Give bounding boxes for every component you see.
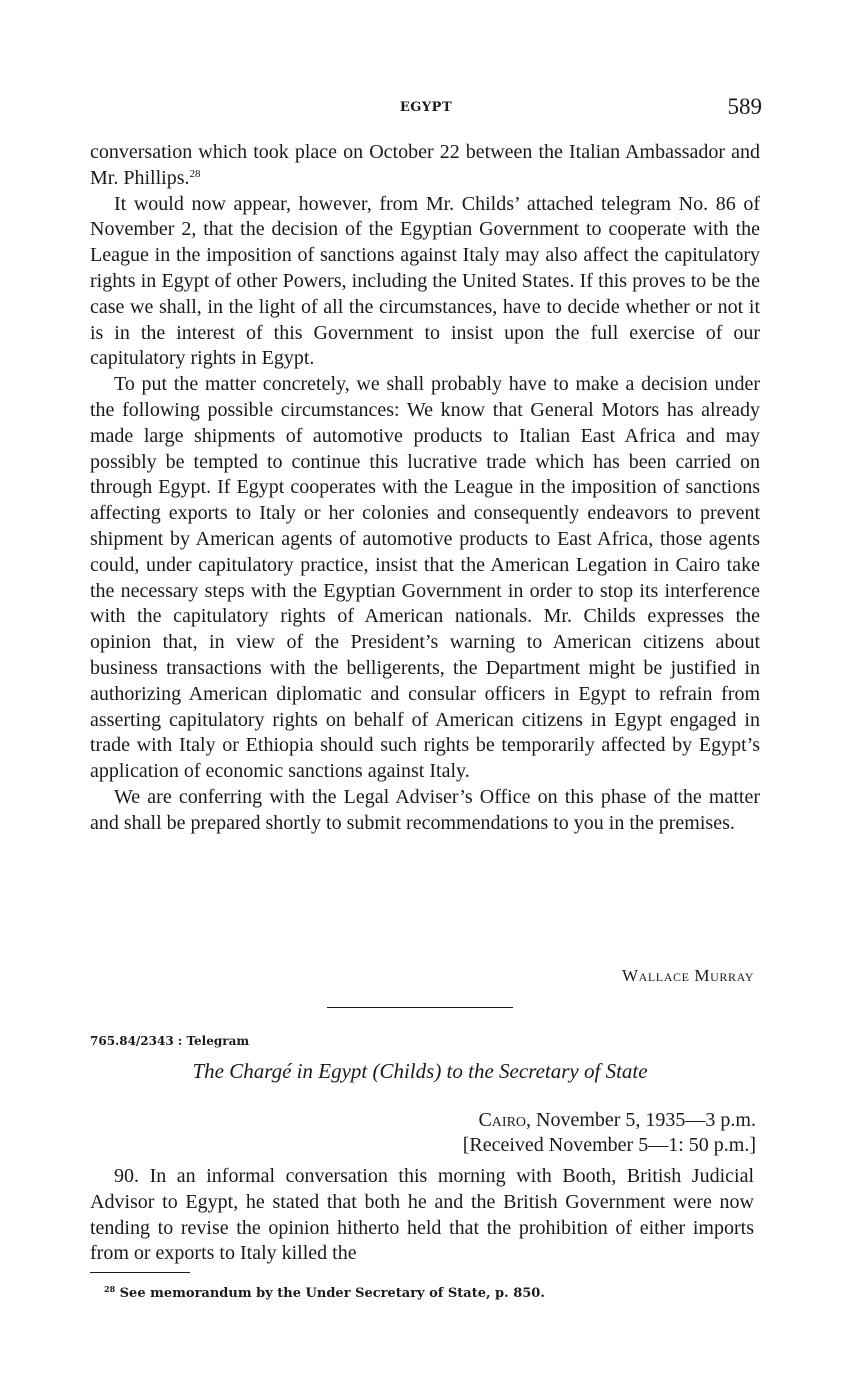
dateline-sent bbox=[463, 1108, 756, 1133]
signature: Wallace Murray bbox=[621, 966, 754, 985]
memorandum-body bbox=[90, 140, 760, 837]
footnote-reference[interactable]: 28 bbox=[189, 167, 201, 180]
file-number: 765.84/2343 : Telegram bbox=[90, 1034, 250, 1048]
section-divider bbox=[327, 1007, 513, 1008]
running-head bbox=[90, 96, 762, 124]
dateline-date: , November 5, 1935—3 p.m. bbox=[526, 1109, 756, 1131]
footnote-rule bbox=[90, 1272, 190, 1273]
dateline bbox=[463, 1108, 756, 1158]
paragraph: 90. In an informal conversation this morning with Booth, British Judicial Advisor to Egypt, he stated that both he and the British Government were now tending to revise the opinion hitherto held that the prohibition of either imports from or exports to Italy killed the bbox=[90, 1165, 754, 1265]
page-number: 589 bbox=[727, 94, 762, 119]
dateline-received: [Received November 5—1: 50 p.m.] bbox=[462, 1134, 756, 1156]
dateline-place: Cairo bbox=[478, 1109, 527, 1131]
paragraph-text: conversation which took place on October 22 between the Italian Ambassador and Mr. Phillips. bbox=[90, 141, 760, 189]
paragraph-continuation bbox=[90, 140, 760, 192]
paragraph: To put the matter concretely, we shall probably have to make a decision under the following possible circumstances: We know that General Motors has already made large shipments of automotive products to Italian East Africa and may possibly be tempted to continue this lucrative trade which has been carried on through Egypt. If Egypt cooperates with the League in the imposition of sanctions affecting exports to Italy or her colonies and consequently endeavors to prevent shipment by American agents of automotive products to East Africa, those agents could, under capitulatory practice, insist that the American Legation in Cairo take the necessary steps with the Egyptian Government in order to stop its interference with the capitulatory rights of American nationals. Mr. Childs expresses the opinion that, in view of the President’s warning to American citizens about business transactions with the belligerents, the Department might be justified in authorizing American diplomatic and consular officers in Egypt to refrain from asserting capitulatory rights on behalf of American citizens in Egypt engaged in trade with Italy or Ethiopia should such rights be temporarily affected by Egypt’s application of economic sanctions against Italy. bbox=[90, 373, 760, 783]
document-title: The Chargé in Egypt (Childs) to the Secretary of State bbox=[192, 1059, 648, 1083]
footnote-text: See memorandum by the Under Secretary of State, p. 850. bbox=[115, 1286, 545, 1301]
paragraph: We are conferring with the Legal Adviser’s Office on this phase of the matter and shall be prepared shortly to submit recommendations to you in the premises. bbox=[90, 785, 760, 834]
paragraph: It would now appear, however, from Mr. Childs’ attached telegram No. 86 of November 2, that the decision of the Egyptian Government to cooperate with the League in the imposition of sanctions against Italy may also affect the capitulatory rights in Egypt of other Powers, including the United States. If this proves to be the case we shall, in the light of all the circumstances, have to decide whether or not it is in the interest of this Government to insist upon the full exercise of our capitulatory rights in Egypt. bbox=[90, 192, 760, 370]
running-title: EGYPT bbox=[399, 100, 453, 115]
telegram-body bbox=[90, 1164, 754, 1267]
footnote bbox=[104, 1286, 545, 1301]
footnote-marker: 28 bbox=[104, 1284, 116, 1294]
